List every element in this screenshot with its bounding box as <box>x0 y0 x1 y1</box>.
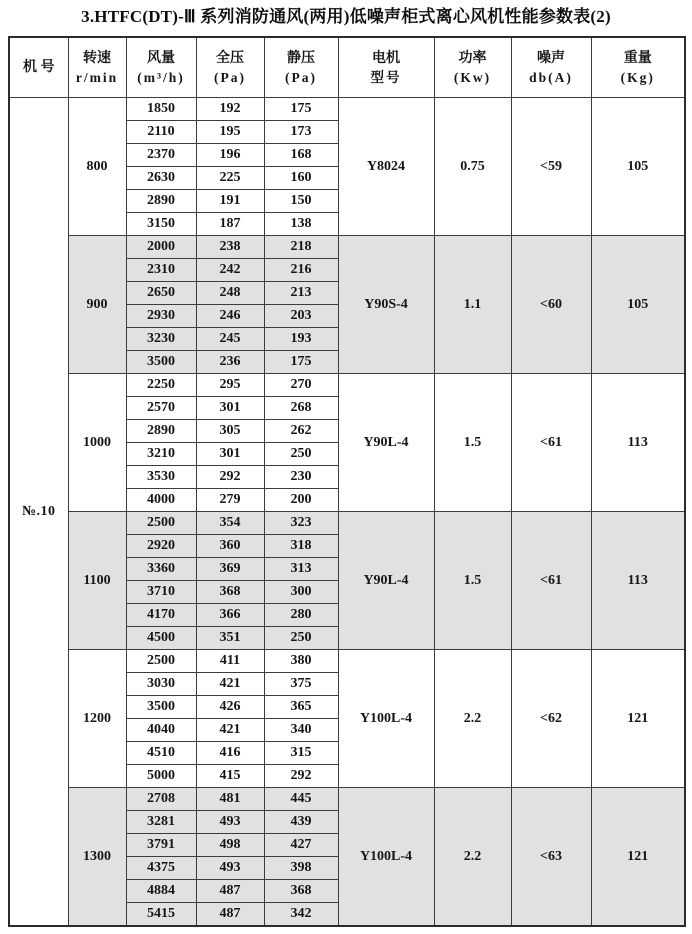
static-pressure-cell: 427 <box>264 834 338 857</box>
table-row <box>9 788 685 811</box>
static-pressure-cell: 315 <box>264 742 338 765</box>
column-header-total-pressure <box>196 37 264 98</box>
airflow-cell: 3791 <box>126 834 196 857</box>
noise-cell: <62 <box>511 650 591 788</box>
noise-cell: <61 <box>511 374 591 512</box>
column-header-line2: r/min <box>75 69 119 85</box>
noise-cell: <61 <box>511 512 591 650</box>
table-row <box>9 374 685 397</box>
total-pressure-cell: 191 <box>196 190 264 213</box>
column-header-line1: 机 号 <box>23 60 55 75</box>
static-pressure-cell: 218 <box>264 236 338 259</box>
column-header-line2: (Kw) <box>453 69 492 85</box>
total-pressure-cell: 196 <box>196 144 264 167</box>
airflow-cell: 2920 <box>126 535 196 558</box>
column-header-line1: 全压 <box>216 50 244 66</box>
motor-model-cell: Y90L-4 <box>338 512 434 650</box>
airflow-cell: 2890 <box>126 190 196 213</box>
airflow-cell: 3230 <box>126 328 196 351</box>
total-pressure-cell: 295 <box>196 374 264 397</box>
airflow-cell: 2370 <box>126 144 196 167</box>
speed-cell: 1100 <box>68 512 126 650</box>
total-pressure-cell: 411 <box>196 650 264 673</box>
airflow-cell: 2500 <box>126 512 196 535</box>
power-cell: 2.2 <box>434 650 511 788</box>
static-pressure-cell: 138 <box>264 213 338 236</box>
column-header-line1: 转速 <box>83 50 111 66</box>
static-pressure-cell: 292 <box>264 765 338 788</box>
power-cell: 0.75 <box>434 98 511 236</box>
machine-no-cell: №.10 <box>9 98 68 927</box>
airflow-cell: 2500 <box>126 650 196 673</box>
static-pressure-cell: 398 <box>264 857 338 880</box>
static-pressure-cell: 300 <box>264 581 338 604</box>
column-header-airflow <box>126 37 196 98</box>
airflow-cell: 2000 <box>126 236 196 259</box>
static-pressure-cell: 160 <box>264 167 338 190</box>
power-cell: 1.5 <box>434 512 511 650</box>
total-pressure-cell: 351 <box>196 627 264 650</box>
airflow-cell: 4884 <box>126 880 196 903</box>
column-header-noise <box>511 37 591 98</box>
total-pressure-cell: 246 <box>196 305 264 328</box>
total-pressure-cell: 242 <box>196 259 264 282</box>
airflow-cell: 3500 <box>126 351 196 374</box>
static-pressure-cell: 340 <box>264 719 338 742</box>
total-pressure-cell: 366 <box>196 604 264 627</box>
total-pressure-cell: 368 <box>196 581 264 604</box>
table-row <box>9 512 685 535</box>
total-pressure-cell: 426 <box>196 696 264 719</box>
total-pressure-cell: 305 <box>196 420 264 443</box>
table-body <box>9 98 685 927</box>
airflow-cell: 4500 <box>126 627 196 650</box>
speed-cell: 800 <box>68 98 126 236</box>
total-pressure-cell: 279 <box>196 489 264 512</box>
column-header-line2: (Kg) <box>620 69 655 85</box>
airflow-cell: 2630 <box>126 167 196 190</box>
total-pressure-cell: 421 <box>196 719 264 742</box>
airflow-cell: 3530 <box>126 466 196 489</box>
airflow-cell: 2570 <box>126 397 196 420</box>
total-pressure-cell: 301 <box>196 443 264 466</box>
airflow-cell: 3030 <box>126 673 196 696</box>
airflow-cell: 2930 <box>126 305 196 328</box>
column-header-motor <box>338 37 434 98</box>
airflow-cell: 4375 <box>126 857 196 880</box>
total-pressure-cell: 301 <box>196 397 264 420</box>
airflow-cell: 2310 <box>126 259 196 282</box>
static-pressure-cell: 173 <box>264 121 338 144</box>
static-pressure-cell: 175 <box>264 98 338 121</box>
column-header-line1: 电机 <box>372 50 400 66</box>
total-pressure-cell: 421 <box>196 673 264 696</box>
total-pressure-cell: 236 <box>196 351 264 374</box>
column-header-power <box>434 37 511 98</box>
total-pressure-cell: 498 <box>196 834 264 857</box>
static-pressure-cell: 368 <box>264 880 338 903</box>
speed-cell: 1200 <box>68 650 126 788</box>
total-pressure-cell: 238 <box>196 236 264 259</box>
static-pressure-cell: 318 <box>264 535 338 558</box>
speed-cell: 900 <box>68 236 126 374</box>
static-pressure-cell: 168 <box>264 144 338 167</box>
airflow-cell: 4170 <box>126 604 196 627</box>
airflow-cell: 4040 <box>126 719 196 742</box>
noise-cell: <60 <box>511 236 591 374</box>
static-pressure-cell: 268 <box>264 397 338 420</box>
static-pressure-cell: 200 <box>264 489 338 512</box>
total-pressure-cell: 416 <box>196 742 264 765</box>
column-header-line1: 功率 <box>458 50 487 66</box>
motor-model-cell: Y8024 <box>338 98 434 236</box>
static-pressure-cell: 380 <box>264 650 338 673</box>
weight-cell: 113 <box>591 374 685 512</box>
power-cell: 1.5 <box>434 374 511 512</box>
static-pressure-cell: 439 <box>264 811 338 834</box>
static-pressure-cell: 230 <box>264 466 338 489</box>
airflow-cell: 3281 <box>126 811 196 834</box>
static-pressure-cell: 203 <box>264 305 338 328</box>
weight-cell: 105 <box>591 98 685 236</box>
power-cell: 2.2 <box>434 788 511 927</box>
airflow-cell: 2708 <box>126 788 196 811</box>
airflow-cell: 3500 <box>126 696 196 719</box>
speed-cell: 1300 <box>68 788 126 927</box>
airflow-cell: 3150 <box>126 213 196 236</box>
airflow-cell: 5415 <box>126 903 196 927</box>
static-pressure-cell: 150 <box>264 190 338 213</box>
airflow-cell: 4000 <box>126 489 196 512</box>
motor-model-cell: Y90L-4 <box>338 374 434 512</box>
total-pressure-cell: 192 <box>196 98 264 121</box>
table-header-row <box>9 37 685 98</box>
static-pressure-cell: 213 <box>264 282 338 305</box>
total-pressure-cell: 415 <box>196 765 264 788</box>
total-pressure-cell: 354 <box>196 512 264 535</box>
airflow-cell: 2250 <box>126 374 196 397</box>
column-header-line1: 风量 <box>147 50 175 66</box>
column-header-speed <box>68 37 126 98</box>
column-header-line2: (m³/h) <box>137 69 185 85</box>
total-pressure-cell: 493 <box>196 811 264 834</box>
total-pressure-cell: 292 <box>196 466 264 489</box>
page-title: 3.HTFC(DT)-Ⅲ 系列消防通风(两用)低噪声柜式离心风机性能参数表(2) <box>81 7 611 26</box>
static-pressure-cell: 250 <box>264 443 338 466</box>
table-row <box>9 650 685 673</box>
column-header-line1: 噪声 <box>537 50 565 66</box>
noise-cell: <59 <box>511 98 591 236</box>
speed-cell: 1000 <box>68 374 126 512</box>
motor-model-cell: Y100L-4 <box>338 788 434 927</box>
total-pressure-cell: 195 <box>196 121 264 144</box>
column-header-static-pressure <box>264 37 338 98</box>
power-cell: 1.1 <box>434 236 511 374</box>
weight-cell: 121 <box>591 650 685 788</box>
column-header-weight <box>591 37 685 98</box>
column-header-line1: 静压 <box>287 50 315 66</box>
static-pressure-cell: 280 <box>264 604 338 627</box>
total-pressure-cell: 369 <box>196 558 264 581</box>
static-pressure-cell: 250 <box>264 627 338 650</box>
airflow-cell: 5000 <box>126 765 196 788</box>
total-pressure-cell: 487 <box>196 880 264 903</box>
total-pressure-cell: 487 <box>196 903 264 927</box>
static-pressure-cell: 313 <box>264 558 338 581</box>
total-pressure-cell: 187 <box>196 213 264 236</box>
static-pressure-cell: 445 <box>264 788 338 811</box>
total-pressure-cell: 360 <box>196 535 264 558</box>
airflow-cell: 2890 <box>126 420 196 443</box>
airflow-cell: 3710 <box>126 581 196 604</box>
column-header-line2: 型号 <box>370 69 402 85</box>
column-header-machine <box>9 37 68 98</box>
total-pressure-cell: 481 <box>196 788 264 811</box>
static-pressure-cell: 323 <box>264 512 338 535</box>
fan-performance-table <box>8 36 686 927</box>
static-pressure-cell: 216 <box>264 259 338 282</box>
column-header-line1: 重量 <box>623 50 652 66</box>
static-pressure-cell: 342 <box>264 903 338 927</box>
static-pressure-cell: 262 <box>264 420 338 443</box>
column-header-line2: (Pa) <box>214 69 246 85</box>
table-row <box>9 236 685 259</box>
static-pressure-cell: 365 <box>264 696 338 719</box>
motor-model-cell: Y90S-4 <box>338 236 434 374</box>
static-pressure-cell: 375 <box>264 673 338 696</box>
noise-cell: <63 <box>511 788 591 927</box>
column-header-line2: (Pa) <box>285 69 317 85</box>
weight-cell: 113 <box>591 512 685 650</box>
total-pressure-cell: 245 <box>196 328 264 351</box>
static-pressure-cell: 175 <box>264 351 338 374</box>
airflow-cell: 2650 <box>126 282 196 305</box>
total-pressure-cell: 493 <box>196 857 264 880</box>
total-pressure-cell: 225 <box>196 167 264 190</box>
airflow-cell: 4510 <box>126 742 196 765</box>
airflow-cell: 3360 <box>126 558 196 581</box>
airflow-cell: 2110 <box>126 121 196 144</box>
table-row <box>9 98 685 121</box>
motor-model-cell: Y100L-4 <box>338 650 434 788</box>
airflow-cell: 3210 <box>126 443 196 466</box>
static-pressure-cell: 270 <box>264 374 338 397</box>
weight-cell: 105 <box>591 236 685 374</box>
airflow-cell: 1850 <box>126 98 196 121</box>
static-pressure-cell: 193 <box>264 328 338 351</box>
column-header-line2: db(A) <box>529 69 573 85</box>
weight-cell: 121 <box>591 788 685 927</box>
total-pressure-cell: 248 <box>196 282 264 305</box>
